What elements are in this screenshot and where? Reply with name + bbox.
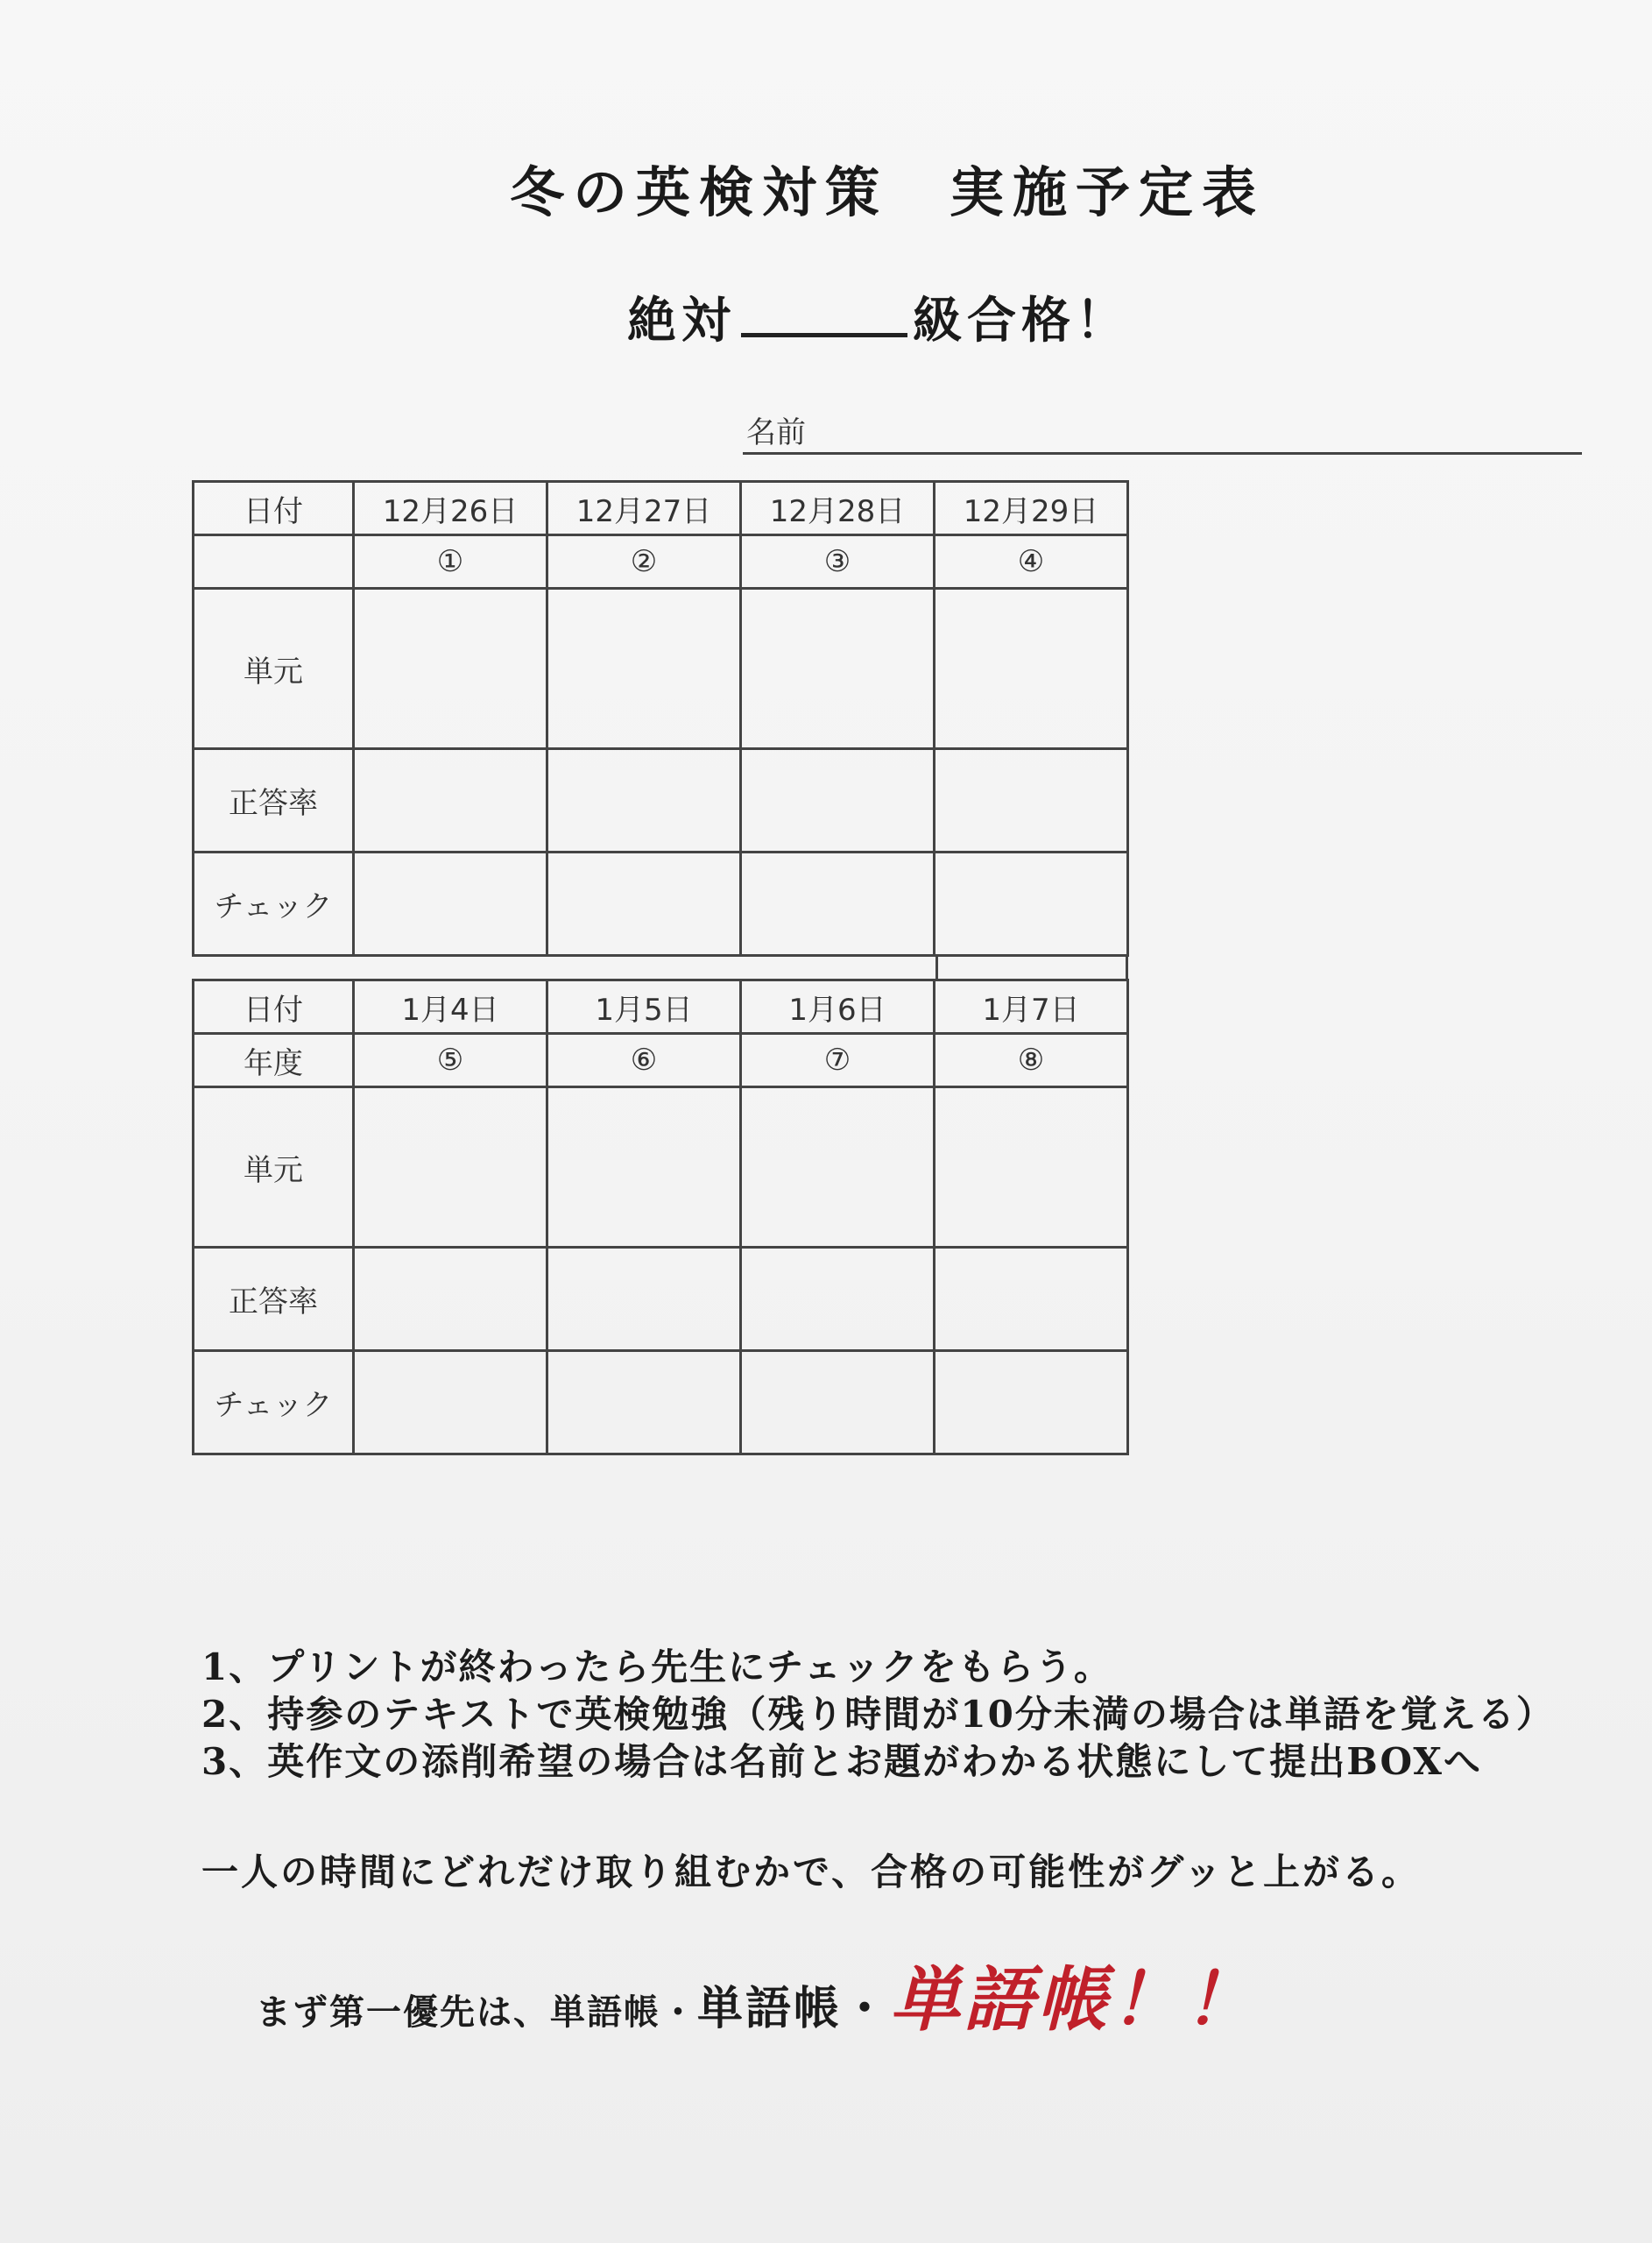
instruction-item: 1、プリントが終わったら先生にチェックをもらう。 — [201, 1645, 1112, 1688]
closing-emphasis: 単語帳！！ — [890, 1958, 1259, 2041]
number-row — [194, 1034, 1128, 1087]
name-label: 名前 — [746, 415, 806, 450]
accuracy-row — [194, 1248, 1128, 1351]
subtitle-suffix: 級合格！ — [913, 292, 1130, 350]
accuracy-entry-cell[interactable] — [741, 1248, 935, 1351]
check-entry-cell[interactable] — [741, 853, 935, 956]
number-cell: ④ — [935, 535, 1128, 589]
check-entry-cell[interactable] — [935, 853, 1128, 956]
unit-entry-cell[interactable] — [935, 1087, 1128, 1248]
accuracy-label: 正答率 — [194, 1248, 354, 1351]
unit-row — [194, 589, 1128, 749]
number-row — [194, 535, 1128, 589]
accuracy-entry-cell[interactable] — [547, 749, 741, 853]
number-header-cell — [194, 535, 354, 589]
date-cell: 12月26日 — [354, 482, 547, 535]
number-cell: ⑧ — [935, 1034, 1128, 1087]
unit-entry-cell[interactable] — [741, 1087, 935, 1248]
number-cell: ⑥ — [547, 1034, 741, 1087]
check-row — [194, 1351, 1128, 1454]
name-line — [743, 452, 1582, 455]
unit-entry-cell[interactable] — [547, 1087, 741, 1248]
title-part2: 実施予定表 — [950, 160, 1266, 224]
check-entry-cell[interactable] — [741, 1351, 935, 1454]
unit-label: 単元 — [194, 589, 354, 749]
check-entry-cell[interactable] — [547, 1351, 741, 1454]
date-cell: 1月7日 — [935, 980, 1128, 1034]
number-cell: ⑦ — [741, 1034, 935, 1087]
instructions-list — [201, 1644, 1555, 1786]
unit-entry-cell[interactable] — [354, 589, 547, 749]
number-cell: ② — [547, 535, 741, 589]
closing-part2: 単語帳・ — [697, 1982, 891, 2035]
date-cell: 12月29日 — [935, 482, 1128, 535]
grade-blank — [741, 284, 907, 337]
unit-entry-cell[interactable] — [935, 589, 1128, 749]
subtitle — [627, 282, 1130, 352]
instruction-item: 2、持参のテキストで英検勉強（残り時間が10分未満の場合は単語を覚える） — [201, 1693, 1555, 1736]
number-cell: ⑤ — [354, 1034, 547, 1087]
schedule-table-2 — [192, 979, 1129, 1455]
accuracy-entry-cell[interactable] — [547, 1248, 741, 1351]
unit-entry-cell[interactable] — [354, 1087, 547, 1248]
number-cell: ③ — [741, 535, 935, 589]
check-entry-cell[interactable] — [547, 853, 741, 956]
closing-message — [256, 1943, 1258, 2044]
check-entry-cell[interactable] — [935, 1351, 1128, 1454]
check-entry-cell[interactable] — [354, 1351, 547, 1454]
unit-entry-cell[interactable] — [547, 589, 741, 749]
date-header-cell: 日付 — [194, 482, 354, 535]
check-row — [194, 853, 1128, 956]
accuracy-entry-cell[interactable] — [935, 749, 1128, 853]
instruction-item: 3、英作文の添削希望の場合は名前とお題がわかる状態にして提出BOXへ — [201, 1740, 1482, 1783]
date-cell: 1月5日 — [547, 980, 741, 1034]
unit-row — [194, 1087, 1128, 1248]
date-cell: 12月27日 — [547, 482, 741, 535]
check-entry-cell[interactable] — [354, 853, 547, 956]
table-gap-strip — [935, 954, 1128, 979]
date-row — [194, 980, 1128, 1034]
accuracy-entry-cell[interactable] — [354, 1248, 547, 1351]
unit-entry-cell[interactable] — [741, 589, 935, 749]
number-cell: ① — [354, 535, 547, 589]
check-label: チェック — [194, 853, 354, 956]
subtitle-prefix: 絶対 — [627, 292, 736, 350]
unit-label: 単元 — [194, 1087, 354, 1248]
year-header-cell: 年度 — [194, 1034, 354, 1087]
date-cell: 1月6日 — [741, 980, 935, 1034]
accuracy-entry-cell[interactable] — [354, 749, 547, 853]
check-label: チェック — [194, 1351, 354, 1454]
date-cell: 12月28日 — [741, 482, 935, 535]
closing-part1: まず第一優先は、単語帳・ — [256, 1992, 697, 2033]
date-header-cell: 日付 — [194, 980, 354, 1034]
accuracy-entry-cell[interactable] — [741, 749, 935, 853]
date-row — [194, 482, 1128, 535]
title-part1: 冬の英検対策 — [509, 160, 888, 224]
schedule-table-1 — [192, 480, 1129, 957]
date-cell: 1月4日 — [354, 980, 547, 1034]
accuracy-row — [194, 749, 1128, 853]
accuracy-label: 正答率 — [194, 749, 354, 853]
accuracy-entry-cell[interactable] — [935, 1248, 1128, 1351]
motto-text: 一人の時間にどれだけ取り組むかで、合格の可能性がグッと上がる。 — [201, 1850, 1422, 1893]
page-title — [0, 149, 1652, 227]
